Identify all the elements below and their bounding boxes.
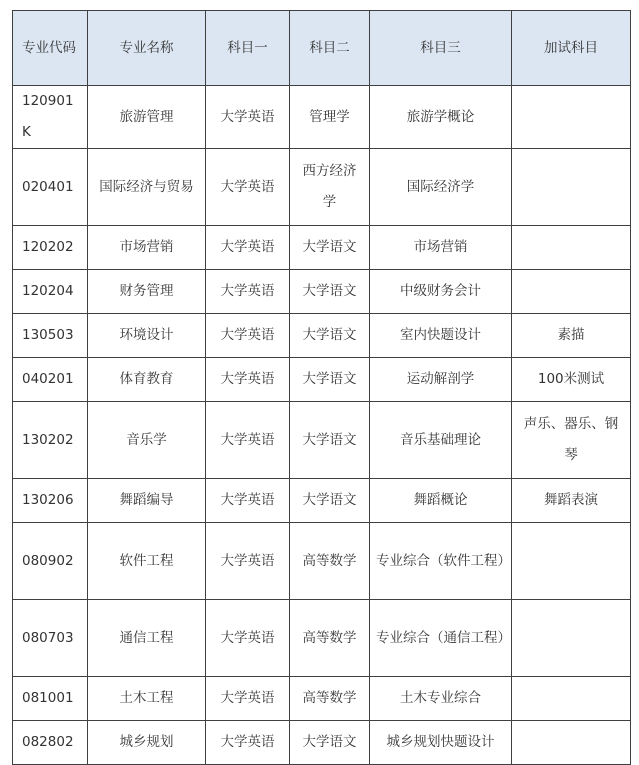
cell-major-code: 120204 [13,270,88,314]
cell-subject-3: 专业综合（软件工程） [370,523,512,600]
cell-subject-2: 大学语文 [290,226,370,270]
cell-subject-1: 大学英语 [206,479,290,523]
header-major-code: 专业代码 [13,11,88,86]
header-extra-subject: 加试科目 [512,11,631,86]
table-row [13,270,631,314]
cell-major-name: 旅游管理 [88,86,206,149]
cell-major-name: 环境设计 [88,314,206,358]
cell-subject-2: 西方经济学 [290,149,370,226]
cell-subject-2: 大学语文 [290,479,370,523]
cell-subject-3: 市场营销 [370,226,512,270]
table-row [13,402,631,479]
cell-subject-3: 音乐基础理论 [370,402,512,479]
cell-subject-1: 大学英语 [206,721,290,765]
cell-major-name: 国际经济与贸易 [88,149,206,226]
table-row [13,523,631,600]
cell-subject-1: 大学英语 [206,523,290,600]
cell-subject-3: 舞蹈概论 [370,479,512,523]
cell-major-code: 120901K [13,86,88,149]
cell-major-name: 财务管理 [88,270,206,314]
cell-extra-subject [512,270,631,314]
cell-major-name: 音乐学 [88,402,206,479]
cell-subject-3: 运动解剖学 [370,358,512,402]
cell-major-code: 040201 [13,358,88,402]
table-row [13,677,631,721]
cell-subject-2: 高等数学 [290,677,370,721]
cell-extra-subject: 舞蹈表演 [512,479,631,523]
cell-subject-1: 大学英语 [206,402,290,479]
cell-subject-2: 高等数学 [290,600,370,677]
cell-extra-subject: 100米测试 [512,358,631,402]
cell-subject-1: 大学英语 [206,677,290,721]
cell-major-code: 082802 [13,721,88,765]
cell-extra-subject [512,226,631,270]
cell-major-code: 020401 [13,149,88,226]
cell-extra-subject [512,523,631,600]
cell-subject-3: 专业综合（通信工程） [370,600,512,677]
cell-subject-1: 大学英语 [206,149,290,226]
cell-major-name: 市场营销 [88,226,206,270]
header-subject-3: 科目三 [370,11,512,86]
cell-major-code: 080902 [13,523,88,600]
cell-subject-3: 室内快题设计 [370,314,512,358]
cell-subject-2: 管理学 [290,86,370,149]
table-row [13,721,631,765]
cell-subject-1: 大学英语 [206,226,290,270]
cell-subject-2: 大学语文 [290,402,370,479]
cell-subject-2: 大学语文 [290,721,370,765]
table-header-row [13,11,631,86]
cell-major-name: 土木工程 [88,677,206,721]
table-row [13,358,631,402]
table-row [13,479,631,523]
header-major-name: 专业名称 [88,11,206,86]
cell-major-code: 081001 [13,677,88,721]
cell-major-name: 城乡规划 [88,721,206,765]
table-row [13,600,631,677]
cell-subject-2: 大学语文 [290,270,370,314]
cell-major-code: 080703 [13,600,88,677]
cell-major-name: 软件工程 [88,523,206,600]
cell-subject-1: 大学英语 [206,314,290,358]
cell-subject-1: 大学英语 [206,270,290,314]
header-subject-2: 科目二 [290,11,370,86]
cell-extra-subject [512,600,631,677]
cell-extra-subject: 素描 [512,314,631,358]
cell-subject-2: 大学语文 [290,358,370,402]
cell-subject-3: 国际经济学 [370,149,512,226]
major-subjects-table [12,10,631,765]
table-body [13,86,631,765]
cell-subject-3: 土木专业综合 [370,677,512,721]
cell-subject-3: 中级财务会计 [370,270,512,314]
cell-subject-1: 大学英语 [206,86,290,149]
cell-subject-2: 高等数学 [290,523,370,600]
table-row [13,86,631,149]
cell-major-name: 通信工程 [88,600,206,677]
cell-major-code: 130503 [13,314,88,358]
cell-extra-subject [512,677,631,721]
cell-major-code: 130202 [13,402,88,479]
table-row [13,226,631,270]
cell-extra-subject [512,721,631,765]
header-subject-1: 科目一 [206,11,290,86]
cell-major-code: 130206 [13,479,88,523]
cell-subject-1: 大学英语 [206,600,290,677]
cell-subject-2: 大学语文 [290,314,370,358]
cell-extra-subject [512,86,631,149]
cell-major-name: 体育教育 [88,358,206,402]
table-row [13,149,631,226]
cell-subject-1: 大学英语 [206,358,290,402]
cell-major-name: 舞蹈编导 [88,479,206,523]
cell-subject-3: 城乡规划快题设计 [370,721,512,765]
cell-extra-subject: 声乐、器乐、钢琴 [512,402,631,479]
cell-major-code: 120202 [13,226,88,270]
cell-extra-subject [512,149,631,226]
cell-subject-3: 旅游学概论 [370,86,512,149]
table-row [13,314,631,358]
